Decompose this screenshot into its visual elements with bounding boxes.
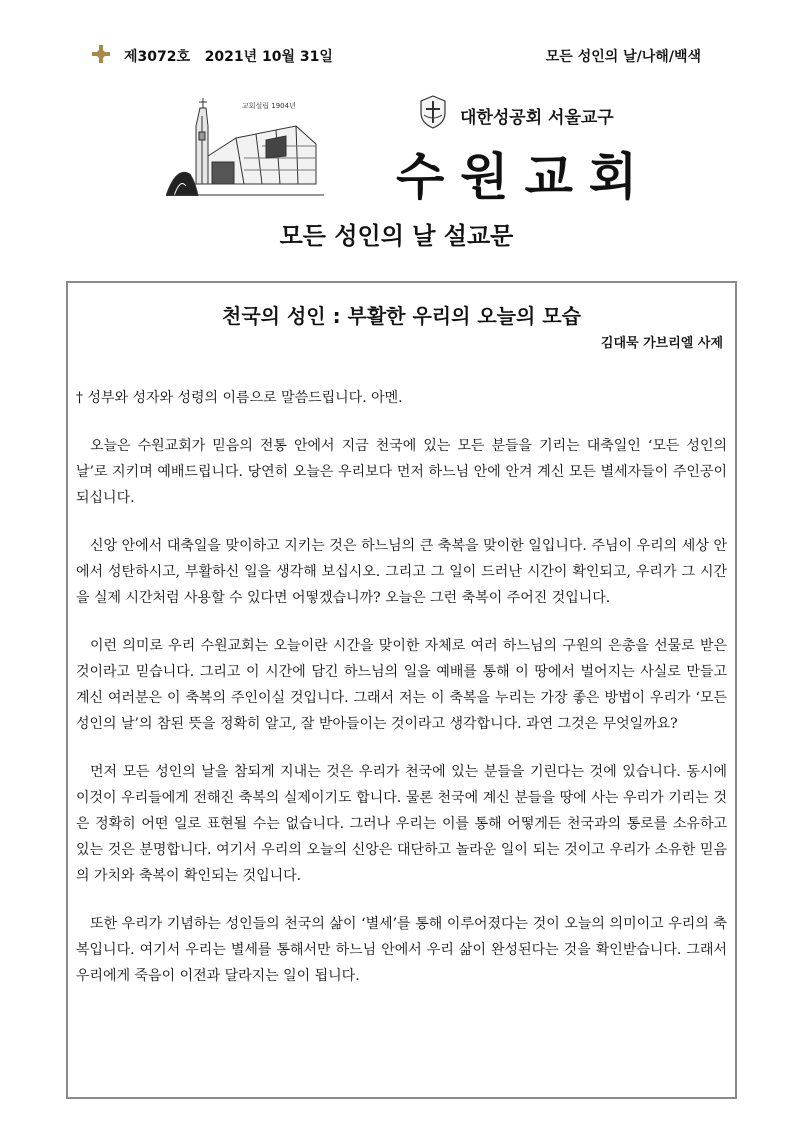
paragraph: † 성부와 성자와 성령의 이름으로 말씀드립니다. 아멘.: [76, 390, 403, 406]
sermon-title: 천국의 성인 : 부활한 우리의 오늘의 모습: [222, 304, 581, 328]
cross-icon: [92, 45, 110, 63]
paragraph: 이런 의미로 우리 수원교회는 오늘이란 시간을 맞이한 자체로 여러 하느님의 구원의 은총을 선물로 받은 것이라고 믿습니다. 그리고 이 시간에 담긴 하느님의 일을 예배를 통해 이 땅에서 벌어지는 사실로 만들고 계신 여러분은 이 축복의 주인이실 것입니다. 그래서 저는 이 축복을 누리는 가장 좋은 방법이 우리가 ‘모든 성인의 날’의 참된 뜻을 정확히 알고, 잘 받아들이는 것이라고 생각합니다. 과연 그것은 무엇일까요?: [76, 638, 727, 732]
paragraph: 또한 우리가 기념하는 성인들의 천국의 삶이 ‘별세’를 통해 이루어졌다는 것이 오늘의 의미이고 우리의 축복입니다. 여기서 우리는 별세를 통해서만 하느님 안에서 우리 삶이 완성된다는 것을 확인받습니다. 그래서 우리에게 죽음이 이전과 달라지는 일이 됩니다.: [76, 916, 727, 984]
issue-header: [92, 44, 701, 66]
diocese-name: 대한성공회 서울교구: [460, 108, 614, 128]
paragraph: 먼저 모든 성인의 날을 참되게 지내는 것은 우리가 천국에 있는 분들을 기린다는 것에 있습니다. 동시에 이것이 우리들에게 전해진 축복의 실제이기도 합니다. 물론 천국에 계신 분들을 땅에 사는 우리가 기리는 것은 정확히 어떤 일로 표현될 수는 없습니다. 그러나 우리는 이를 통해 어떻게든 천국과의 통로를 소유하고 있는 것은 분명합니다. 여기서 우리의 오늘의 신앙은 대단하고 놀라운 일이 되는 것이고 우리가 소유한 믿음의 가치와 축복이 확인되는 것입니다.: [76, 764, 727, 884]
church-building-icon: [166, 96, 324, 196]
liturgical-day: 모든 성인의 날/나해/백색: [545, 49, 701, 65]
sermon-body: [76, 385, 727, 1011]
issue-number-date: 제3072호 2021년 10월 31일: [124, 49, 333, 65]
image-caption: 교회설립 1904년: [242, 102, 296, 110]
paragraph: 오늘은 수원교회가 믿음의 전통 안에서 지금 천국에 있는 모든 분들을 기리는 대축일인 ‘모든 성인의 날’로 지키며 예배드립니다. 당연히 오늘은 우리보다 먼저 하느님 안에 안겨 계신 모든 별세자들이 주인공이 되십니다.: [76, 438, 727, 506]
sermon-author: 김대묵 가브리엘 사제: [600, 336, 723, 351]
paragraph: 신앙 안에서 대축일을 맞이하고 지키는 것은 하느님의 큰 축복을 맞이한 일입니다. 주님이 우리의 세상 안에서 성탄하시고, 부활하신 일을 생각해 보십시오. 그리고 그 일이 드러난 시간이 확인되고, 우리가 그 시간을 실제 시간처럼 사용할 수 있다면 어떻겠습니까? 오늘은 그런 축복이 주어진 것입니다.: [76, 538, 727, 606]
seal-icon: [418, 95, 448, 129]
sermon-heading: 모든 성인의 날 설교문: [279, 222, 514, 250]
sermon-box: [66, 281, 737, 1099]
church-name: 수원교회: [396, 147, 654, 206]
